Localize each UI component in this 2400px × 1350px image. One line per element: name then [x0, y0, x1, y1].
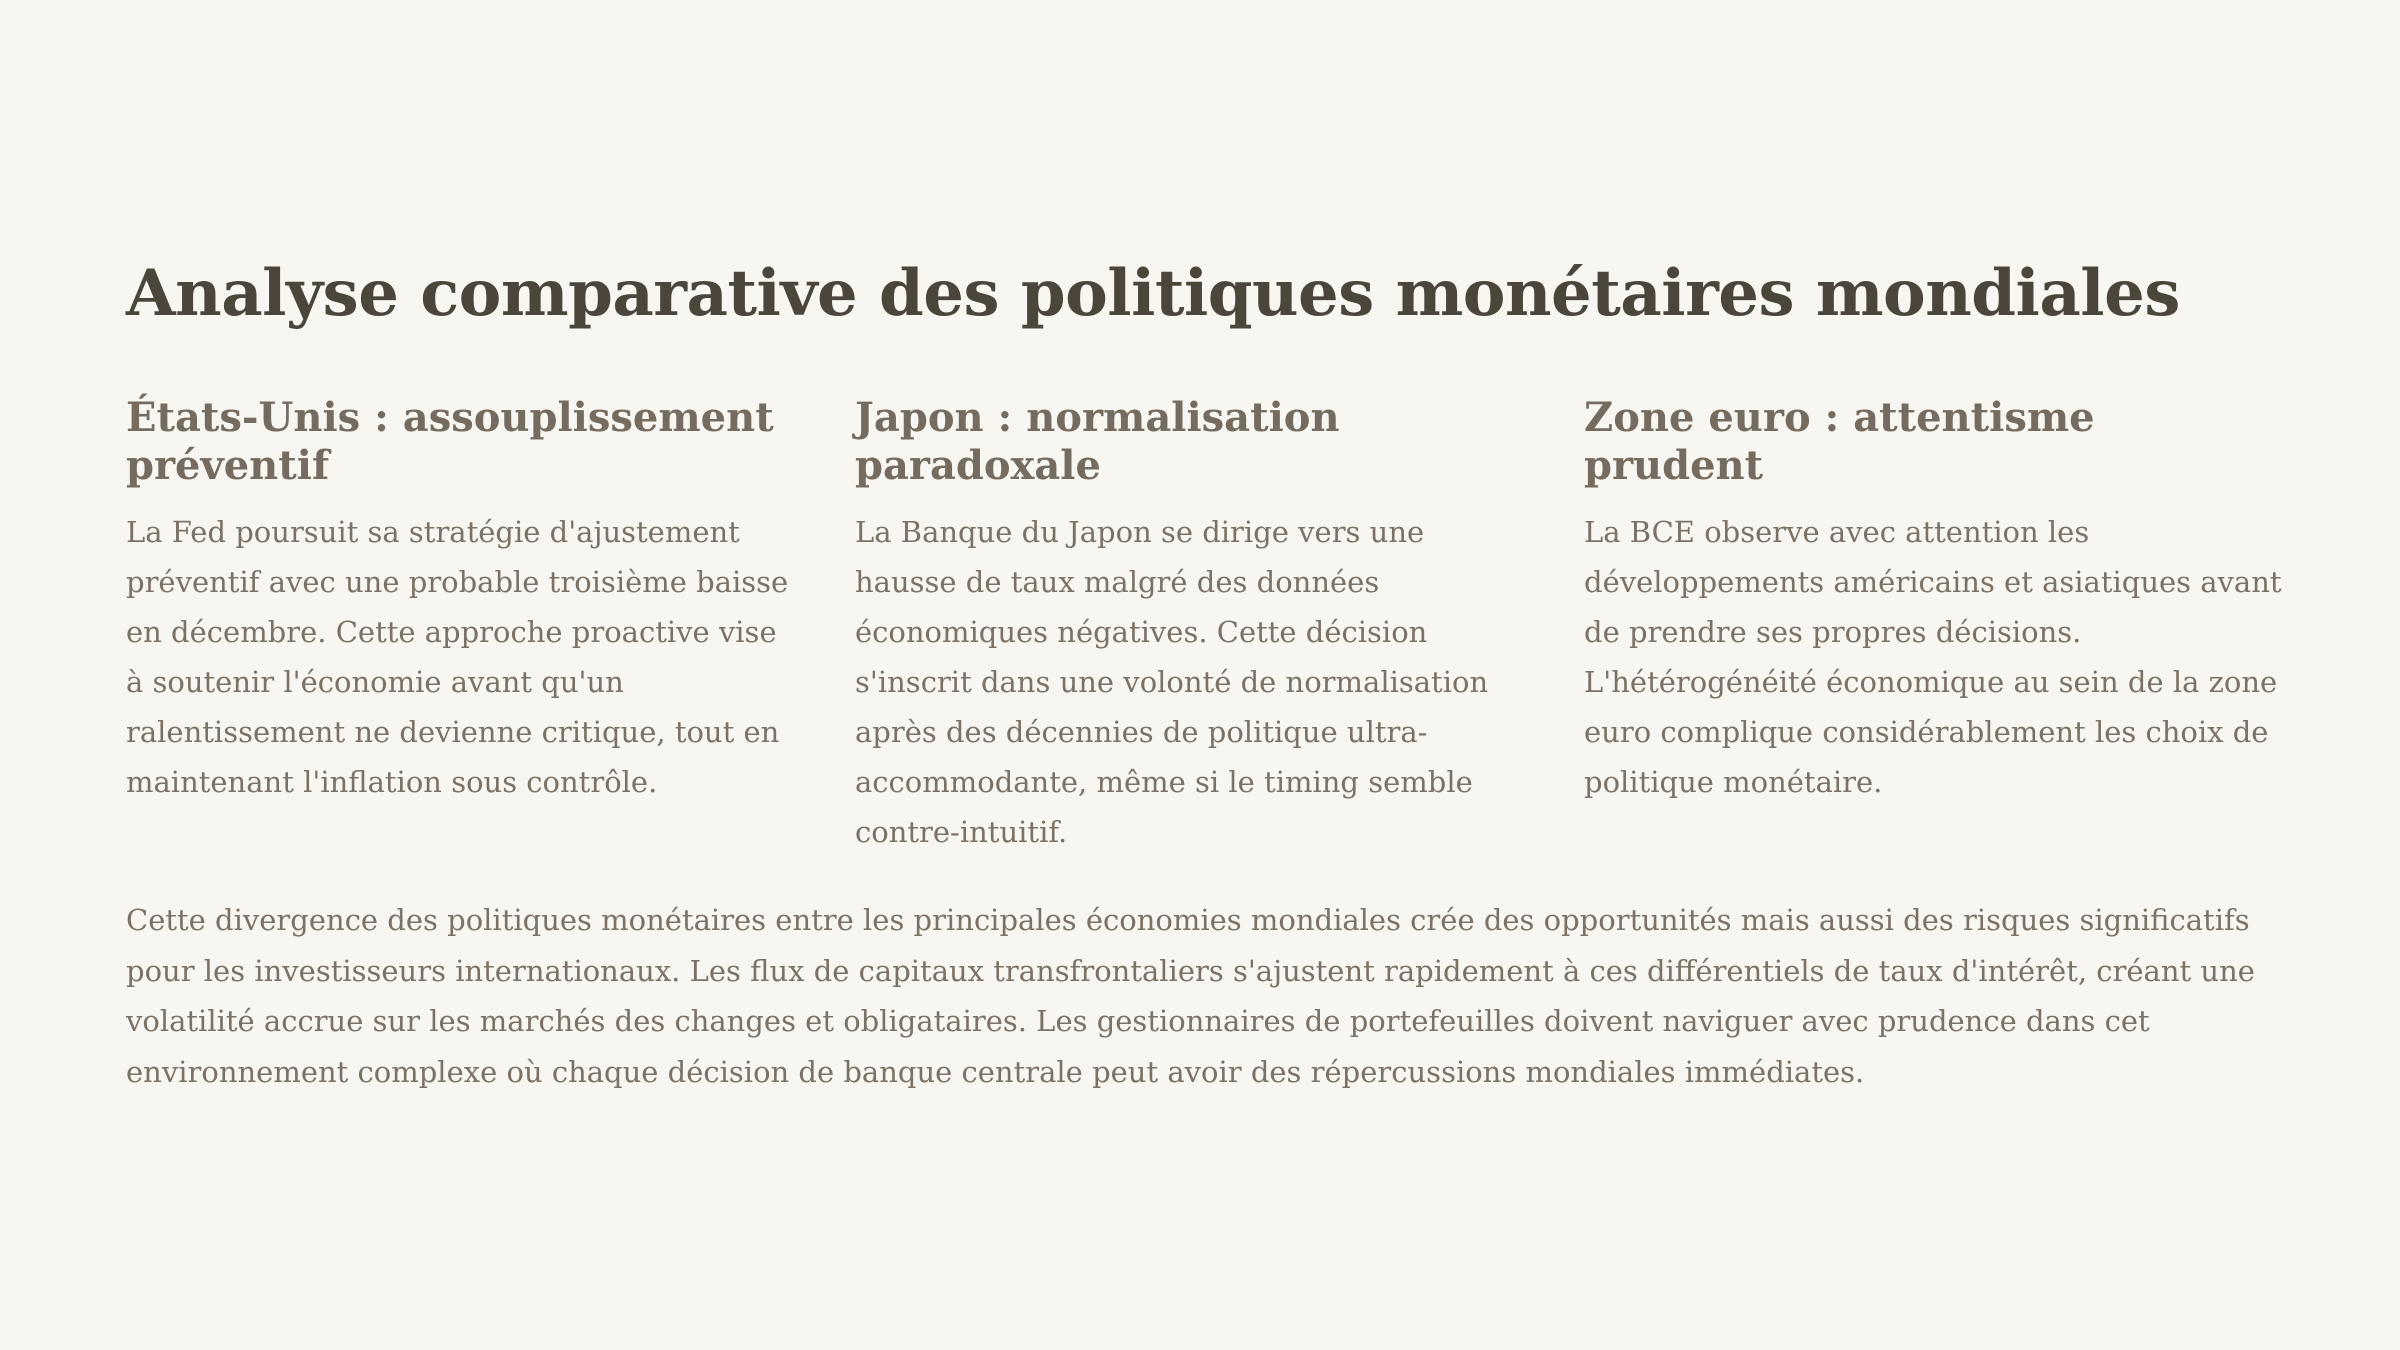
column-eurozone: [1584, 394, 2284, 857]
region-columns: [126, 394, 2282, 857]
section-heading-united-states: États-Unis : assouplissement préventif: [126, 394, 774, 489]
section-body-united-states: La Fed poursuit sa stratégie d'ajustement préventif avec une probable troisième baisse en décembre. Cette approche proactive vise à soutenir l'économie avant qu'un ralentissement ne devienne critique, tout en maintenant l'inflation sous contrôle.: [126, 515, 789, 799]
section-heading-eurozone: Zone euro : attentisme prudent: [1584, 394, 2095, 489]
page-title: Analyse comparative des politiques monétaires mondiales: [126, 256, 2180, 331]
column-japan: [855, 394, 1525, 857]
column-united-states: [126, 394, 796, 857]
section-body-eurozone: La BCE observe avec attention les développements américains et asiatiques avant de prendre ses propres décisions. L'hétérogénéité économique au sein de la zone euro complique considérablement les choix de politique monétaire.: [1584, 515, 2282, 799]
section-heading-japan: Japon : normalisation paradoxale: [855, 394, 1340, 489]
slide-content: [126, 252, 2282, 1097]
summary-paragraph: Cette divergence des politiques monétaires entre les principales économies mondiales crée des opportunités mais aussi des risques significatifs pour les investisseurs internationaux. Les flux de capitaux transfrontaliers s'ajustent rapidement à ces différentiels de taux d'intérêt, créant une volatilité accrue sur les marchés des changes et obligataires. Les gestionnaires de portefeuilles doivent naviguer avec prudence dans cet environnement complexe où chaque décision de banque centrale peut avoir des répercussions mondiales immédiates.: [126, 903, 2255, 1089]
section-body-japan: La Banque du Japon se dirige vers une hausse de taux malgré des données économiques négatives. Cette décision s'inscrit dans une volonté de normalisation après des décennies de politique ultra-accommodante, même si le timing semble contre-intuitif.: [855, 515, 1489, 849]
